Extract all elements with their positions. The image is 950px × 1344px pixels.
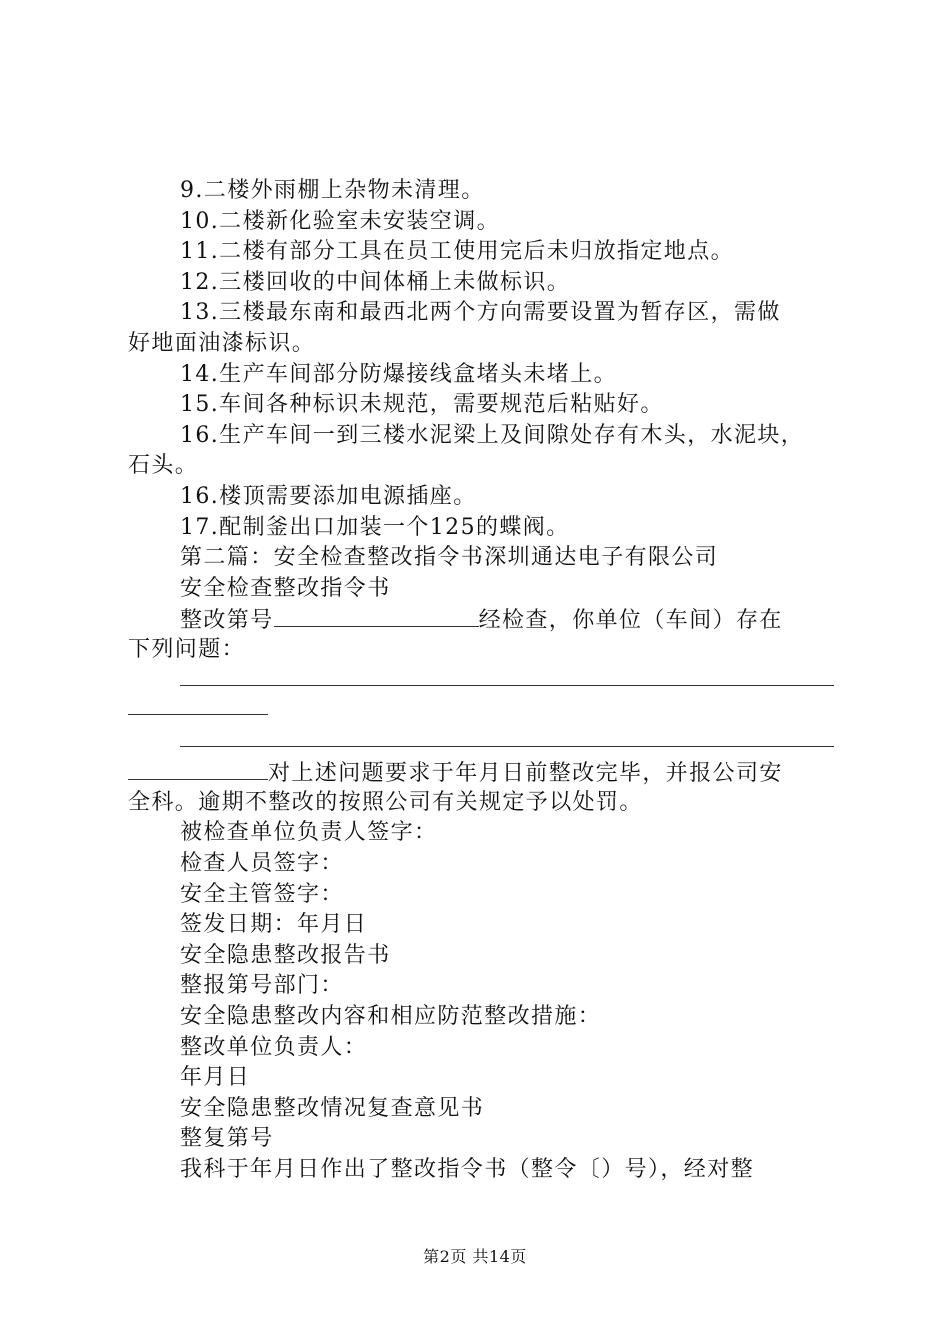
list-item: 15.车间各种标识未规范，需要规范后粘贴好。 (180, 392, 664, 418)
list-item: 13.三楼最东南和最西北两个方向需要设置为暂存区，需做 (180, 300, 781, 326)
problems-label: 下列问题： (128, 636, 246, 662)
signature-inspector: 检查人员签字： (180, 851, 344, 877)
page-footer: 第2页 共14页 (423, 1247, 527, 1266)
list-item: 10.二楼新化验室未安装空调。 (180, 208, 500, 234)
problem-blank-line (128, 733, 834, 764)
order-number-label: 整改第号 (180, 608, 274, 634)
deadline-text: 对上述问题要求于年月日前整改完毕，并报公司安 (268, 761, 783, 787)
list-item: 14.生产车间部分防爆接线盒堵头未堵上。 (180, 361, 617, 387)
review-text: 我科于年月日作出了整改指令书（整令〔）号），经对整 (180, 1157, 755, 1182)
report-head: 整改单位负责人： (180, 1034, 368, 1060)
problem-blank-line (128, 702, 834, 733)
list-item: 9.二楼外雨棚上杂物未清理。 (180, 178, 485, 203)
order-number-line (128, 604, 834, 635)
problem-blank-line (128, 672, 834, 703)
document-title: 安全检查整改指令书 (180, 575, 391, 601)
report-number: 整报第号部门： (180, 973, 344, 999)
list-item: 12.三楼回收的中间体桶上未做标识。 (180, 269, 571, 295)
list-item: 16.生产车间一到三楼水泥梁上及间隙处存有木头，水泥块， (180, 422, 805, 448)
list-item-continuation: 石头。 (128, 453, 199, 479)
review-title: 安全隐患整改情况复查意见书 (180, 1095, 485, 1121)
fill-line (180, 746, 834, 747)
document-body (128, 176, 834, 1186)
list-item: 16.楼顶需要添加电源插座。 (180, 483, 477, 509)
list-item: 11.二楼有部分工具在员工使用完后未归放指定地点。 (180, 239, 734, 265)
deadline-continuation: 全科。逾期不整改的按照公司有关规定予以处罚。 (128, 789, 643, 815)
fill-line (180, 685, 834, 686)
list-item-continuation: 好地面油漆标识。 (128, 330, 316, 356)
order-number-suffix: 经检查，你单位（车间）存在 (478, 608, 783, 634)
review-number: 整复第号 (180, 1126, 274, 1152)
report-title: 安全隐患整改报告书 (180, 942, 391, 968)
fill-line (128, 714, 268, 715)
list-item: 17.配制釜出口加装一个125的蝶阀。 (180, 514, 570, 540)
signature-unit: 被检查单位负责人签字： (180, 820, 438, 846)
signature-supervisor: 安全主管签字： (180, 881, 344, 907)
report-date: 年月日 (180, 1065, 251, 1091)
order-number-blank (274, 604, 479, 627)
issue-date: 签发日期：年月日 (180, 912, 368, 938)
section-heading: 第二篇：安全检查整改指令书深圳通达电子有限公司 (180, 545, 719, 571)
report-content: 安全隐患整改内容和相应防范整改措施： (180, 1004, 602, 1030)
